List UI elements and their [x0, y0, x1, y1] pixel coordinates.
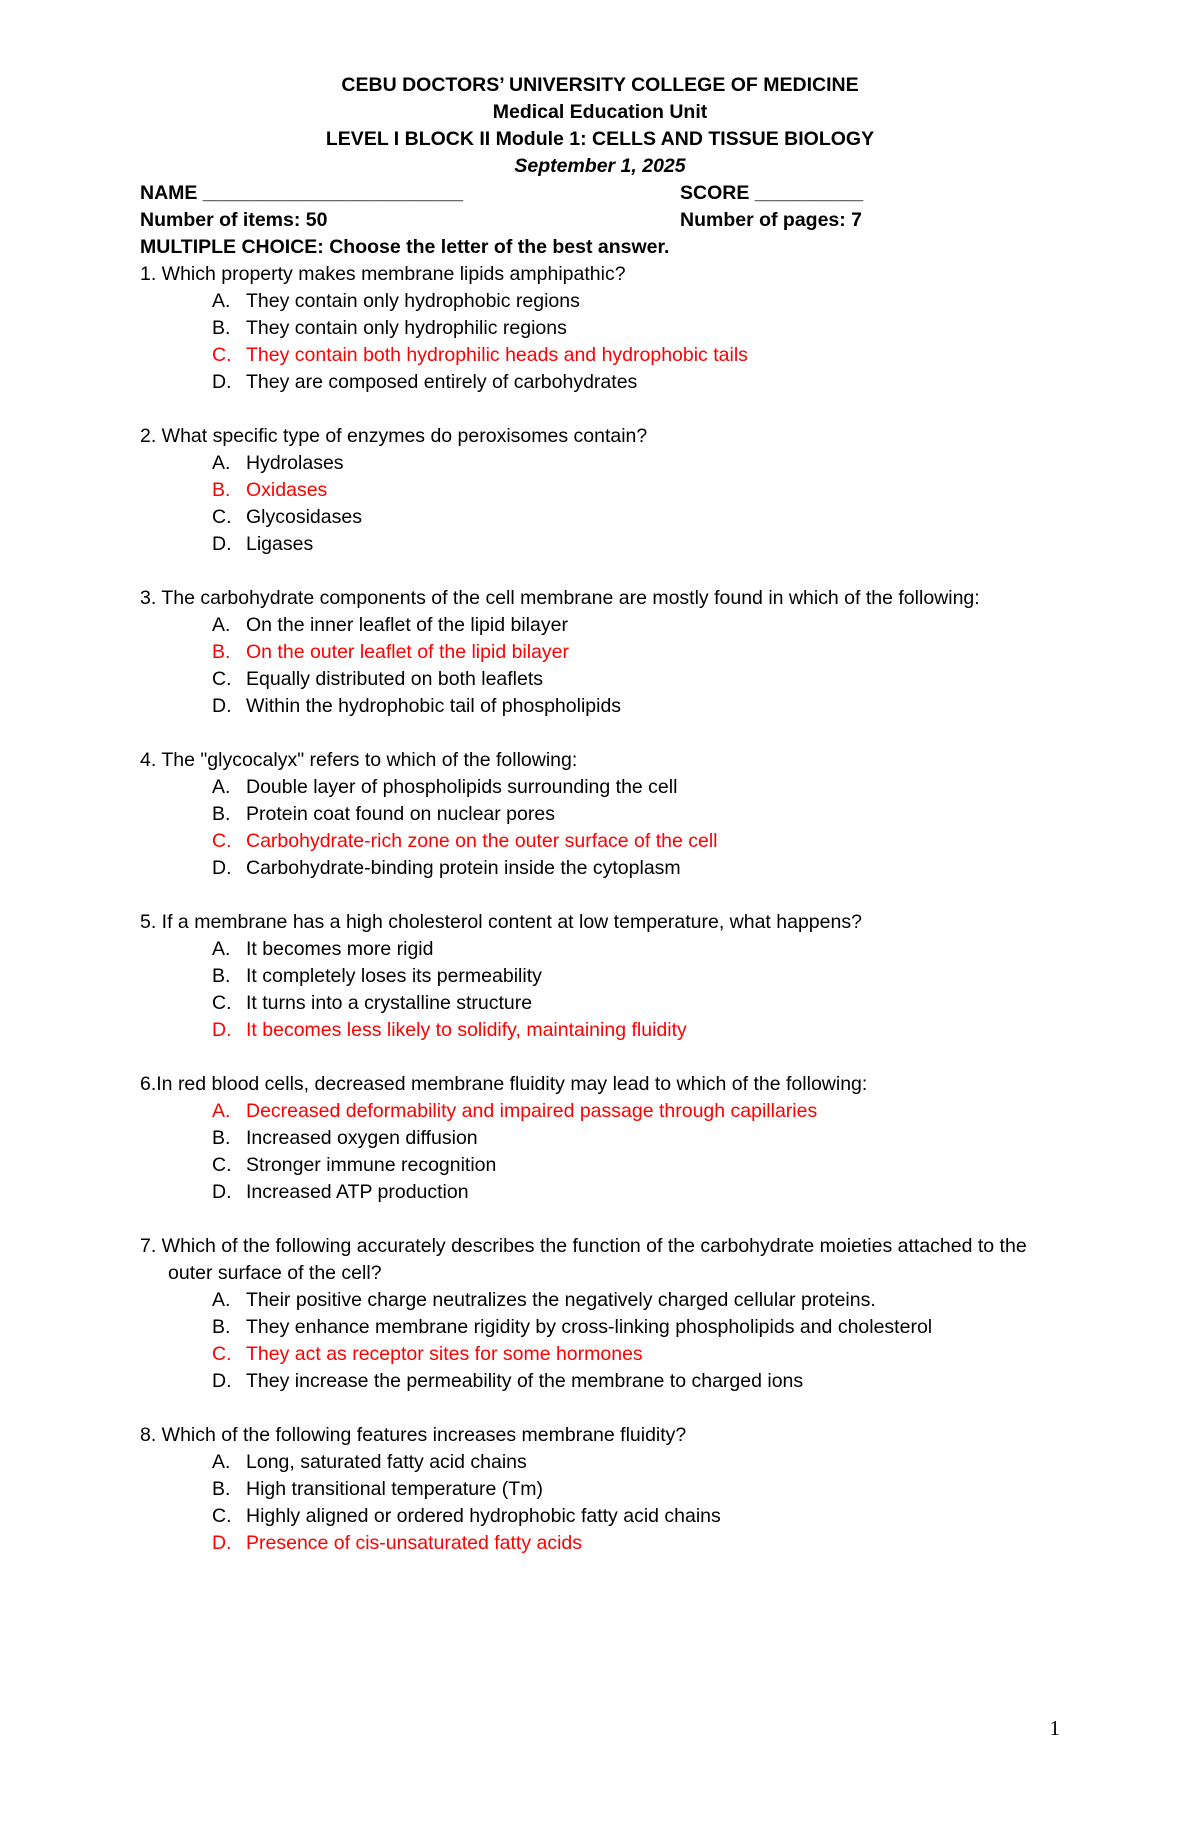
question-stem: 4. The "glycocalyx" refers to which of the following:	[140, 749, 578, 771]
choice-text: They contain only hydrophilic regions	[246, 317, 567, 339]
choice-text: Increased oxygen diffusion	[246, 1127, 478, 1149]
choice-list	[140, 612, 1060, 720]
question-stem: 6.In red blood cells, decreased membrane fluidity may lead to which of the following:	[140, 1073, 868, 1095]
choice-letter: A.	[212, 452, 231, 474]
answer-choice-correct	[140, 639, 1060, 666]
choice-letter: C.	[212, 830, 232, 852]
choice-text: It turns into a crystalline structure	[246, 992, 533, 1014]
answer-choice	[140, 1503, 1060, 1530]
choice-list	[140, 1449, 1060, 1557]
page-number: 1	[1049, 1716, 1060, 1740]
module-title: LEVEL I BLOCK II Module 1: CELLS AND TISSUE BIOLOGY	[325, 128, 875, 150]
choice-text: Hydrolases	[246, 452, 344, 474]
choice-text: Stronger immune recognition	[246, 1154, 497, 1176]
choice-text: Ligases	[246, 533, 314, 555]
choice-letter: C.	[212, 1505, 232, 1527]
number-of-items: Number of items: 50	[140, 209, 328, 231]
choice-text: They contain both hydrophilic heads and hydrophobic tails	[246, 344, 748, 366]
instructions: MULTIPLE CHOICE: Choose the letter of the best answer.	[140, 236, 670, 258]
choice-letter: C.	[212, 344, 232, 366]
answer-choice	[140, 801, 1060, 828]
choice-letter: A.	[212, 1100, 231, 1122]
answer-choice	[140, 1368, 1060, 1395]
choice-letter: B.	[212, 317, 231, 339]
question-list	[140, 261, 1060, 1557]
question-8	[140, 1422, 1060, 1557]
choice-letter: C.	[212, 1154, 232, 1176]
choice-letter: A.	[212, 776, 231, 798]
choice-letter: C.	[212, 506, 232, 528]
question-3	[140, 585, 1060, 720]
question-stem: 3. The carbohydrate components of the cell membrane are mostly found in which of the following:	[140, 587, 980, 609]
answer-choice	[140, 693, 1060, 720]
answer-choice-correct	[140, 1341, 1060, 1368]
answer-choice	[140, 1287, 1060, 1314]
choice-letter: D.	[212, 1019, 232, 1041]
answer-choice	[140, 855, 1060, 882]
answer-choice-correct	[140, 828, 1060, 855]
answer-choice	[140, 450, 1060, 477]
choice-text: On the inner leaflet of the lipid bilayer	[246, 614, 568, 636]
choice-text: Within the hydrophobic tail of phospholipids	[246, 695, 622, 717]
choice-list	[140, 288, 1060, 396]
choice-text: Decreased deformability and impaired passage through capillaries	[246, 1100, 818, 1122]
choice-text: Their positive charge neutralizes the negatively charged cellular proteins.	[246, 1289, 876, 1311]
question-stem: 7. Which of the following accurately describes the function of the carbohydrate moieties attached to the outer surface of the cell?	[140, 1235, 1027, 1284]
exam-content	[140, 180, 1060, 1557]
choice-text: It becomes less likely to solidify, maintaining fluidity	[246, 1019, 687, 1041]
choice-letter: A.	[212, 938, 231, 960]
choice-list	[140, 936, 1060, 1044]
choice-letter: B.	[212, 1127, 231, 1149]
unit-name: Medical Education Unit	[492, 101, 708, 123]
choice-letter: C.	[212, 668, 232, 690]
choice-list	[140, 1098, 1060, 1206]
answer-choice-correct	[140, 1098, 1060, 1125]
exam-header	[0, 72, 1200, 180]
choice-letter: A.	[212, 614, 231, 636]
choice-text: It becomes more rigid	[246, 938, 434, 960]
choice-text: They act as receptor sites for some hormones	[246, 1343, 643, 1365]
answer-choice	[140, 612, 1060, 639]
answer-choice	[140, 1152, 1060, 1179]
choice-text: Presence of cis-unsaturated fatty acids	[246, 1532, 583, 1554]
choice-text: Glycosidases	[246, 506, 362, 528]
choice-text: They enhance membrane rigidity by cross-linking phospholipids and cholesterol	[246, 1316, 933, 1338]
choice-text: They contain only hydrophobic regions	[246, 290, 580, 312]
choice-text: Protein coat found on nuclear pores	[246, 803, 555, 825]
choice-text: Carbohydrate-rich zone on the outer surface of the cell	[246, 830, 718, 852]
exam-date: September 1, 2025	[514, 155, 686, 177]
answer-choice	[140, 963, 1060, 990]
answer-choice	[140, 315, 1060, 342]
answer-choice	[140, 531, 1060, 558]
answer-choice	[140, 990, 1060, 1017]
choice-text: Oxidases	[246, 479, 328, 501]
number-of-pages: Number of pages: 7	[680, 209, 863, 231]
choice-list	[140, 774, 1060, 882]
choice-letter: C.	[212, 992, 232, 1014]
question-stem: 8. Which of the following features increases membrane fluidity?	[140, 1424, 687, 1446]
answer-choice	[140, 666, 1060, 693]
choice-letter: D.	[212, 857, 232, 879]
choice-letter: D.	[212, 695, 232, 717]
question-1	[140, 261, 1060, 396]
question-7	[140, 1233, 1060, 1395]
answer-choice-correct	[140, 1017, 1060, 1044]
choice-text: They are composed entirely of carbohydrates	[246, 371, 638, 393]
score-field: SCORE __________	[680, 182, 864, 204]
name-field: NAME ________________________	[140, 182, 464, 204]
answer-choice	[140, 369, 1060, 396]
answer-choice	[140, 1449, 1060, 1476]
question-2	[140, 423, 1060, 558]
items-pages-row	[140, 207, 1060, 234]
choice-list	[140, 450, 1060, 558]
choice-letter: D.	[212, 1532, 232, 1554]
choice-letter: B.	[212, 1316, 231, 1338]
choice-letter: D.	[212, 1370, 232, 1392]
choice-text: It completely loses its permeability	[246, 965, 542, 987]
choice-letter: C.	[212, 1343, 232, 1365]
question-4	[140, 747, 1060, 882]
name-score-row	[140, 180, 1060, 207]
choice-letter: B.	[212, 641, 231, 663]
choice-letter: A.	[212, 290, 231, 312]
choice-letter: B.	[212, 479, 231, 501]
answer-choice	[140, 1476, 1060, 1503]
question-6	[140, 1071, 1060, 1206]
question-5	[140, 909, 1060, 1044]
question-stem: 5. If a membrane has a high cholesterol content at low temperature, what happens?	[140, 911, 862, 933]
choice-text: Equally distributed on both leaflets	[246, 668, 544, 690]
choice-letter: D.	[212, 533, 232, 555]
choice-text: High transitional temperature (Tm)	[246, 1478, 543, 1500]
answer-choice-correct	[140, 1530, 1060, 1557]
answer-choice	[140, 1179, 1060, 1206]
choice-letter: A.	[212, 1451, 231, 1473]
choice-letter: D.	[212, 1181, 232, 1203]
answer-choice	[140, 288, 1060, 315]
choice-text: On the outer leaflet of the lipid bilayer	[246, 641, 570, 663]
choice-text: Carbohydrate-binding protein inside the cytoplasm	[246, 857, 681, 879]
choice-text: Increased ATP production	[246, 1181, 469, 1203]
choice-letter: B.	[212, 1478, 231, 1500]
choice-list	[140, 1287, 1060, 1395]
choice-text: They increase the permeability of the membrane to charged ions	[246, 1370, 804, 1392]
choice-letter: B.	[212, 803, 231, 825]
answer-choice-correct	[140, 477, 1060, 504]
answer-choice	[140, 1125, 1060, 1152]
answer-choice	[140, 936, 1060, 963]
choice-letter: B.	[212, 965, 231, 987]
choice-text: Double layer of phospholipids surrounding the cell	[246, 776, 678, 798]
choice-letter: D.	[212, 371, 232, 393]
question-stem: 2. What specific type of enzymes do peroxisomes contain?	[140, 425, 648, 447]
answer-choice	[140, 774, 1060, 801]
choice-text: Long, saturated fatty acid chains	[246, 1451, 527, 1473]
answer-choice	[140, 504, 1060, 531]
choice-letter: A.	[212, 1289, 231, 1311]
answer-choice	[140, 1314, 1060, 1341]
choice-text: Highly aligned or ordered hydrophobic fatty acid chains	[246, 1505, 721, 1527]
answer-choice-correct	[140, 342, 1060, 369]
university-name: CEBU DOCTORS’ UNIVERSITY COLLEGE OF MEDICINE	[341, 74, 859, 96]
question-stem: 1. Which property makes membrane lipids amphipathic?	[140, 263, 626, 285]
